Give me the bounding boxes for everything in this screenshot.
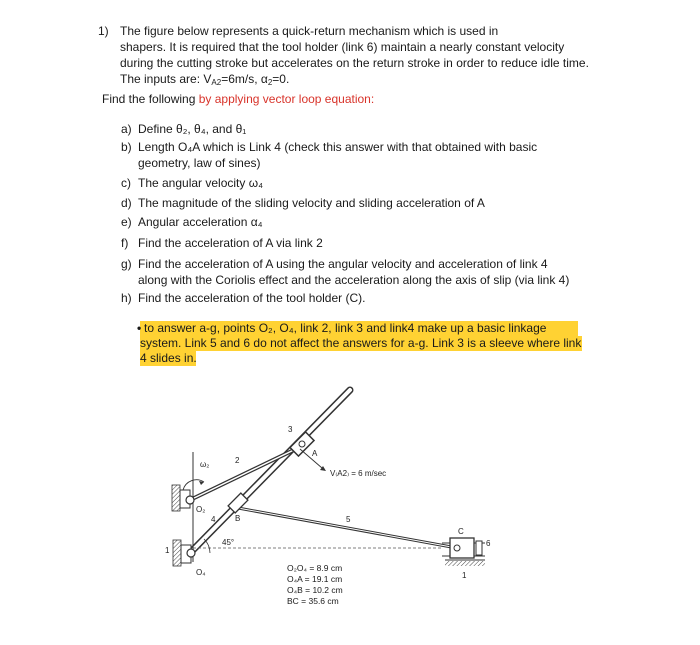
label-link-2: 2 [235,456,240,465]
item-text: Find the acceleration of the tool holder (C). [138,291,366,305]
note-line-2: system. Link 5 and 6 do not affect the answers for a-g. Link 3 is a sleeve where link [140,336,582,350]
label-omega2: ω₂ [200,460,210,469]
ground-pivot-o4 [173,540,195,566]
inputs-line: The inputs are: $V_{A2}=6m/s$, $\alpha_2=0$. [120,72,290,87]
tool-holder-c [442,538,485,566]
label-link-3: 3 [288,425,293,434]
item-letter: b) [121,140,132,154]
intro-line-1: The figure below represents a quick-return mechanism which is used in [120,24,499,38]
link-5 [238,508,457,548]
item-text: Length O₄A which is Link 4 (check this answer with that obtained with basic [138,140,538,154]
item-text: Find the acceleration of A using the angular velocity and acceleration of link 4 [138,257,548,271]
link-4 [190,390,350,553]
label-angle: 45° [222,538,235,547]
intro-line-3: during the cutting stroke but accelerates on the return stroke in order to reduce idle time. [120,56,589,70]
item-letter: c) [121,176,131,190]
problem-number: 1) [98,24,109,38]
label-point-c: C [458,527,464,536]
label-o4: O₄ [196,568,206,577]
label-point-b: B [235,514,241,523]
item-text: along with the Coriolis effect and the acceleration along the axis of slip (via link 4) [138,273,570,287]
dimension-bc: BC = 35.6 cm [287,596,339,606]
label-link-5: 5 [346,515,351,524]
item-text: geometry, law of sines) [138,156,261,170]
note-line-3: 4 slides in. [140,351,197,365]
label-ground-left: 1 [165,546,170,555]
item-letter: a) [121,122,132,136]
item-text: Angular acceleration α₄ [138,215,263,229]
item-letter: f) [121,236,129,250]
find-line: Find the following by applying vector loop equation: [102,92,375,106]
item-letter: d) [121,196,132,210]
item-text: Find the acceleration of A via link 2 [138,236,323,250]
item-text: Define θ₂, θ₄, and θ₁ [138,122,247,136]
dimension-o4a: O₄A = 19.1 cm [287,574,343,584]
label-link-6: 6 [486,539,491,548]
dimension-o4b: O₄B = 10.2 cm [287,585,343,595]
intro-line-2: shapers. It is required that the tool holder (link 6) maintain a nearly constant velocity [120,40,565,54]
item-text: The magnitude of the sliding velocity and sliding acceleration of A [138,196,485,210]
item-letter: g) [121,257,132,271]
method-text: by applying vector loop equation: [198,92,375,106]
dimension-o2o4: O₂O₄ = 8.9 cm [287,563,343,573]
label-ground-right: 1 [462,571,467,580]
label-velocity: V₍A2₎ = 6 m/sec [330,469,387,478]
label-o2: O₂ [196,505,206,514]
label-link-4: 4 [211,515,216,524]
label-point-a: A [312,449,318,458]
item-text: The angular velocity ω₄ [138,176,263,190]
item-letter: h) [121,291,132,305]
item-letter: e) [121,215,132,229]
note-bullet: • [137,321,142,335]
note-line-1: to answer a-g, points O₂, O₄, link 2, link 3 and link4 make up a basic linkage [144,321,547,335]
